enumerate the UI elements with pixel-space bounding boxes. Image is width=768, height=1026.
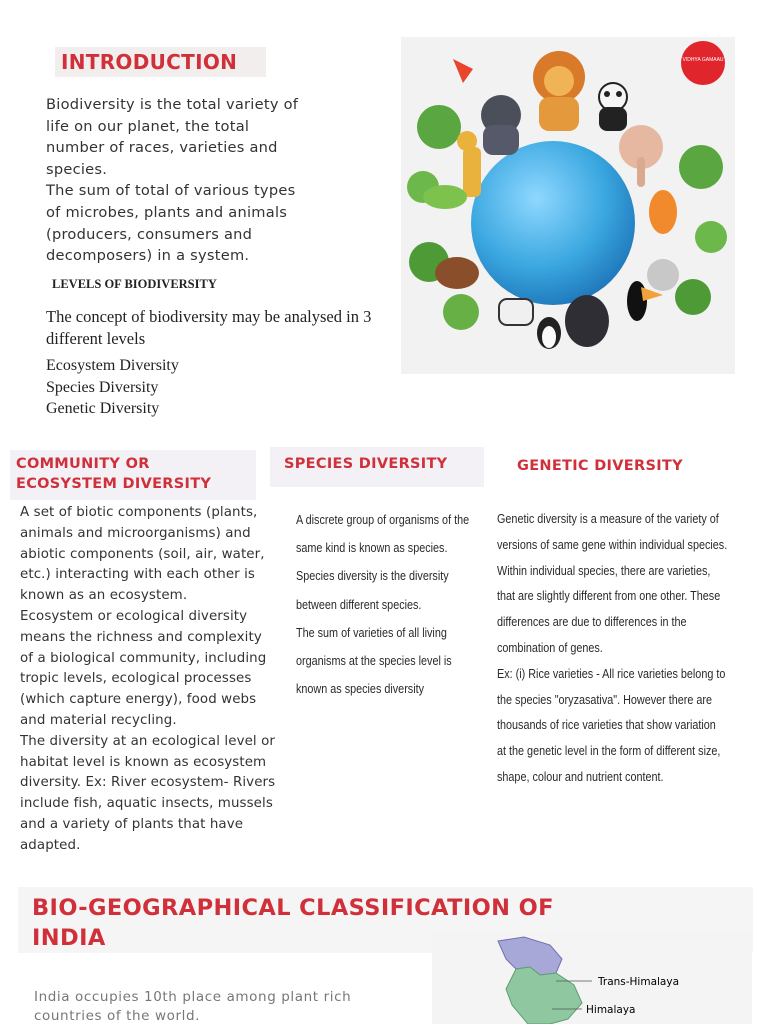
map-label-trans-himalaya: Trans-Himalaya (598, 976, 680, 988)
species-diversity-text: A discrete group of organisms of the same kind is known as species. Species diversity is the diversity between different species. The sum of varieties of all living organisms at the species level is known as species diversity (296, 512, 470, 697)
list-item: Ecosystem Diversity (46, 357, 179, 374)
introduction-heading: INTRODUCTION (55, 47, 266, 77)
species-diversity-heading: SPECIES DIVERSITY (270, 447, 484, 487)
globe-animals-svg (401, 37, 735, 374)
brand-badge (681, 41, 725, 85)
biodiversity-globe-illustration (401, 37, 735, 374)
list-item: Genetic Diversity (46, 400, 160, 417)
genetic-diversity-text: Genetic diversity is a measure of the variety of versions of same gene within individual species. Within individual species, there are varieties, that are slightly different from one other. These differences are due to differences in the combination of genes. Ex: (i) Rice varieties - All rice varieties belong to the species "oryzasativa". However there are thousands of rice varieties that show variation at the genetic level in the form of different size, shape, colour and nutrient content. (497, 511, 728, 784)
himalaya-region (506, 967, 582, 1024)
ecosystem-diversity-heading: COMMUNITY OR ECOSYSTEM DIVERSITY (10, 450, 256, 500)
ecosystem-diversity-text: A set of biotic components (plants, animals and microorganisms) and abiotic components (soil, air, water, etc.) interacting with each other is known as an ecosystem. Ecosystem or ecological diversity means the richness and complexity of a biological community, including tropic levels, ecological processes (which capture energy), food webs and material recycling. The diversity at an ecological level or habitat level is known as ecosystem diversity. Ex: River ecosystem- Rivers include fish, aquatic insects, mussels and a variety of plants that have adapted. (20, 505, 276, 853)
introduction-text: Biodiversity is the total variety of life on our planet, the total number of races, varieties and species. The sum of total of various types of microbes, plants and animals (producers, consumers and decomposers) in a system. (46, 96, 299, 265)
map-label-himalaya: Himalaya (586, 1004, 636, 1016)
levels-text: The concept of biodiversity may be analysed in 3 different levels (46, 307, 372, 348)
globe (471, 141, 635, 305)
list-item: Species Diversity (46, 378, 159, 396)
bio-geographical-text: India occupies 10th place among plant rich countries of the world. (34, 989, 352, 1024)
levels-heading: LEVELS OF BIODIVERSITY (52, 277, 217, 291)
bio-geographical-heading: BIO-GEOGRAPHICAL CLASSIFICATION OF INDIA (18, 887, 753, 953)
levels-list (46, 355, 179, 420)
india-map-svg (432, 933, 752, 1024)
genetic-diversity-heading: GENETIC DIVERSITY (517, 458, 683, 474)
brand-badge-text: VIDHYA GAMAAU (682, 57, 724, 63)
india-map (432, 933, 752, 1024)
